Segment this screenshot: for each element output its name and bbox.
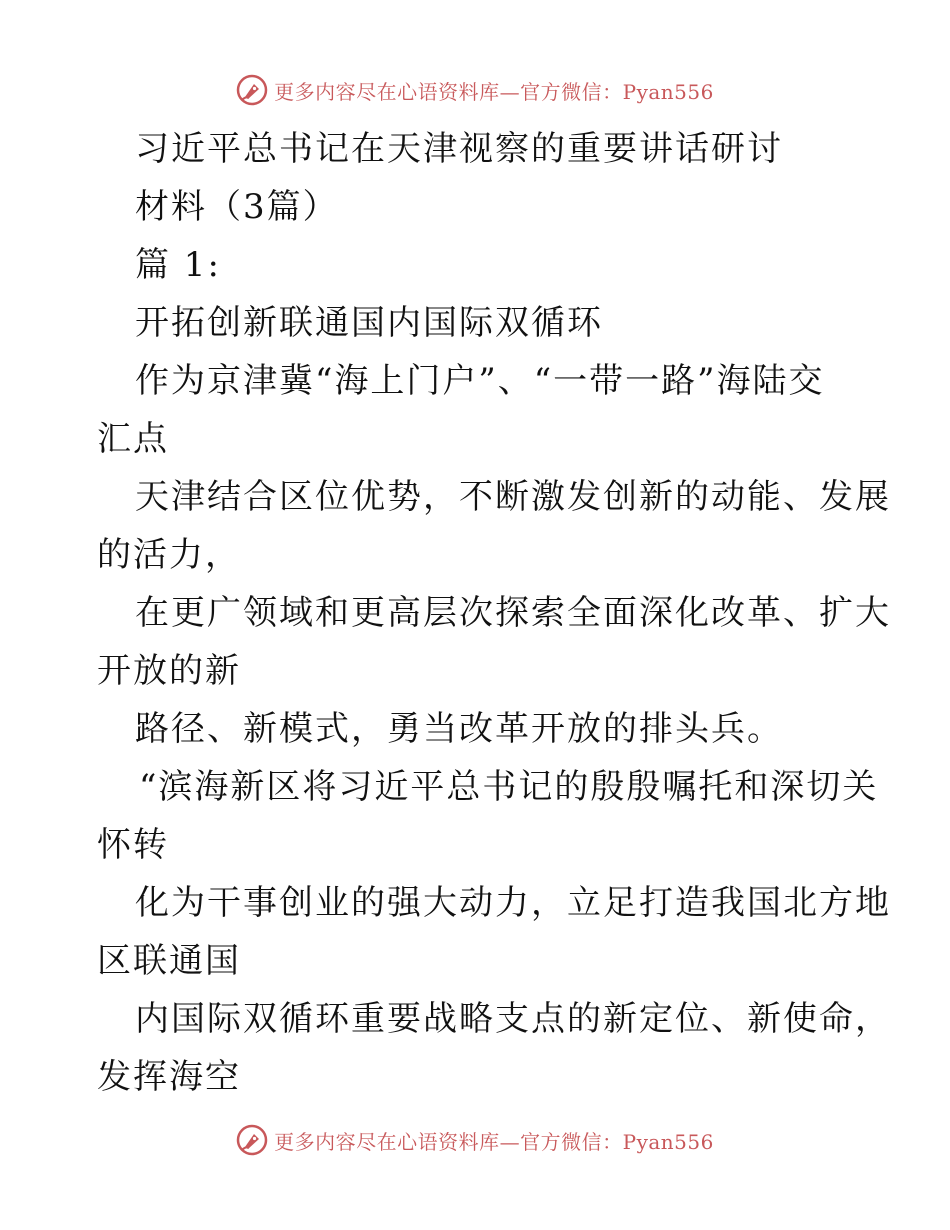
paragraph-line: 汇点 — [97, 419, 169, 459]
pen-nib-logo-icon — [236, 74, 268, 106]
paragraph-line: 开放的新 — [97, 651, 241, 691]
paragraph-line: 天津结合区位优势，不断激发创新的动能、发展 — [135, 477, 891, 517]
footer-watermark-banner — [0, 1120, 950, 1160]
paragraph-line: “滨海新区将习近平总书记的殷殷嘱托和深切关 — [139, 767, 879, 807]
paragraph-line: 化为干事创业的强大动力，立足打造我国北方地 — [135, 883, 891, 923]
header-watermark-banner — [0, 70, 950, 110]
watermark-text: 更多内容尽在心语资料库—官方微信：Pyan556 — [274, 79, 714, 104]
document-title-line-1: 习近平总书记在天津视察的重要讲话研讨 — [135, 129, 783, 169]
paragraph-line: 的活力， — [97, 535, 241, 575]
paragraph-line: 怀转 — [97, 825, 169, 865]
paragraph-line: 发挥海空 — [97, 1057, 241, 1097]
paragraph-line: 作为京津冀“海上门户”、“一带一路”海陆交 — [135, 361, 825, 401]
paragraph-line: 区联通国 — [97, 941, 241, 981]
section-heading: 篇 1: — [135, 245, 221, 285]
watermark-text: 更多内容尽在心语资料库—官方微信：Pyan556 — [274, 1129, 714, 1154]
pen-nib-logo-icon — [236, 1124, 268, 1156]
document-body — [97, 120, 891, 1106]
paragraph-line: 路径、新模式，勇当改革开放的排头兵。 — [135, 709, 783, 749]
article-heading: 开拓创新联通国内国际双循环 — [135, 303, 603, 343]
document-title-line-2: 材料（3篇） — [135, 187, 339, 227]
paragraph-line: 内国际双循环重要战略支点的新定位、新使命， — [135, 999, 891, 1039]
paragraph-line: 在更广领域和更高层次探索全面深化改革、扩大 — [135, 593, 891, 633]
